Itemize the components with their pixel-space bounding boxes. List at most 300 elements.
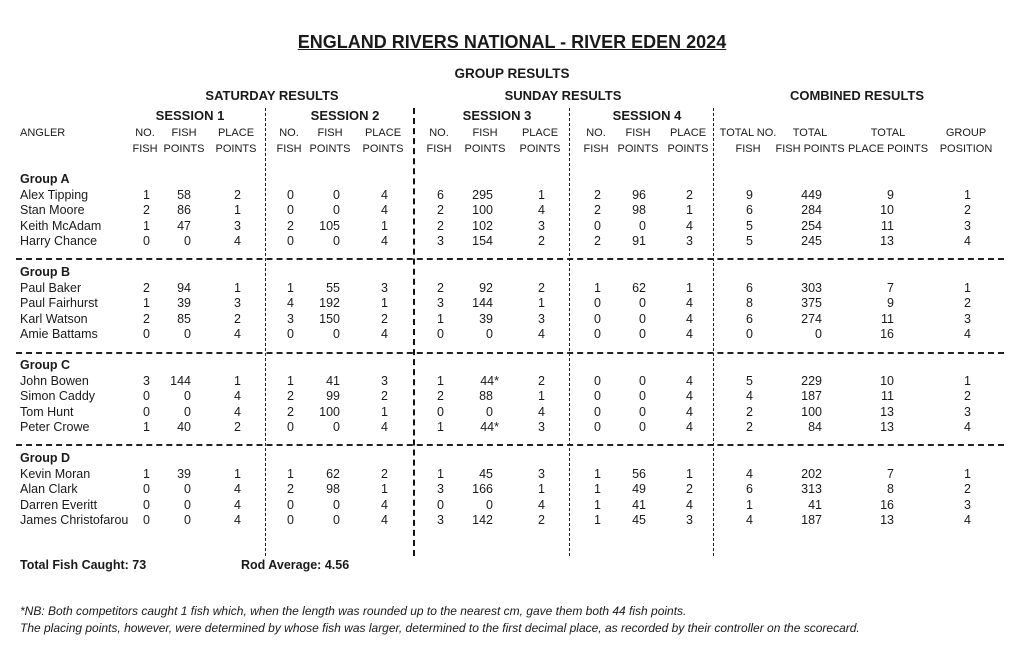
total-value-2: 16 [880, 497, 894, 512]
s3-value-2: 4 [538, 203, 545, 217]
angler-name: Alex Tipping [20, 187, 89, 202]
s1-value-2: 2 [234, 420, 241, 434]
s3-value-2: 4 [538, 404, 545, 419]
s3-value-1: 92 [479, 280, 493, 295]
header-line-1: TOTAL [792, 127, 828, 139]
s3-value-1: 0 [486, 497, 493, 512]
s2-value-0: 0 [287, 497, 294, 512]
s3-value-2: 1 [538, 482, 545, 496]
s2-value-1: 0 [333, 234, 340, 248]
session-1-fish-points-header [154, 125, 214, 157]
s3-value-0: 2 [437, 203, 444, 217]
total-value-2: 13 [880, 420, 894, 434]
total-value-1: 229 [801, 373, 822, 388]
s4-value-0: 0 [594, 327, 601, 341]
s3-value-2: 3 [538, 218, 545, 233]
group-a-b-divider [16, 258, 1004, 260]
s2-value-2: 1 [381, 296, 388, 310]
s4-value-1: 0 [639, 218, 646, 233]
s3-value-1: 102 [472, 218, 493, 233]
total-value-0: 4 [746, 466, 753, 481]
total-value-0: 0 [746, 327, 753, 341]
s3-value-0: 1 [437, 420, 444, 434]
s4-value-1: 0 [639, 296, 646, 310]
s1-value-1: 0 [184, 404, 191, 419]
total-value-0: 2 [746, 404, 753, 419]
header-line-2: POINTS [667, 143, 709, 155]
sunday-results-heading: SUNDAY RESULTS [504, 88, 622, 103]
s4-value-2: 4 [686, 389, 693, 403]
total-value-3: 1 [964, 373, 971, 388]
s2-value-1: 0 [333, 327, 340, 341]
s4-value-1: 0 [639, 327, 646, 341]
total-value-2: 11 [881, 218, 894, 233]
s4-value-2: 4 [686, 327, 693, 341]
s2-value-2: 2 [381, 311, 388, 326]
total-value-1: 284 [801, 203, 822, 217]
total-value-1: 313 [801, 482, 822, 496]
s2-value-0: 0 [287, 234, 294, 248]
total-value-2: 16 [880, 327, 894, 341]
s1-value-1: 58 [177, 187, 191, 202]
s1-value-1: 0 [184, 234, 191, 248]
angler-name: Paul Baker [20, 280, 82, 295]
s1-value-1: 144 [170, 373, 191, 388]
s1-value-0: 1 [143, 218, 150, 233]
s1-value-2: 4 [234, 389, 241, 403]
s2-value-1: 105 [319, 218, 340, 233]
s3-value-0: 1 [437, 373, 444, 388]
s4-value-1: 98 [632, 203, 646, 217]
header-line-1: NO. [279, 127, 299, 139]
sunday-combined-divider [713, 108, 714, 556]
header-line-1: PLACE [521, 127, 559, 139]
total-value-3: 3 [964, 311, 971, 326]
angler-column-header: ANGLER [20, 127, 66, 139]
s2-value-1: 62 [326, 466, 340, 481]
s3-value-1: 0 [486, 404, 493, 419]
s4-value-1: 0 [639, 373, 646, 388]
s2-value-1: 98 [326, 482, 340, 496]
s1-value-1: 86 [177, 203, 191, 217]
angler-name: Stan Moore [20, 203, 85, 217]
s2-value-2: 1 [381, 218, 388, 233]
s4-value-0: 0 [594, 389, 601, 403]
s2-value-1: 0 [333, 513, 340, 527]
s1-value-0: 0 [143, 404, 150, 419]
s3-value-2: 3 [538, 311, 545, 326]
session-2-place-points-header [353, 125, 413, 157]
header-line-2: FISH POINTS [775, 143, 845, 155]
s2-value-1: 0 [333, 420, 340, 434]
total-value-3: 3 [964, 218, 971, 233]
group-c-d-divider [16, 444, 1004, 446]
total-fish-points-header [765, 125, 855, 157]
s1-value-0: 1 [143, 187, 150, 202]
s2-value-1: 150 [319, 311, 340, 326]
s3-value-1: 295 [472, 187, 493, 202]
total-value-3: 1 [964, 466, 971, 481]
total-place-points-header [843, 125, 933, 157]
total-value-0: 9 [746, 187, 753, 202]
s4-value-1: 0 [639, 420, 646, 434]
session-1-place-points-header [206, 125, 266, 157]
footnote-line-2: The placing points, however, were determined by whose fish was larger, determined to the first decimal place, as recorded by their controller on the scorecard. [20, 621, 860, 635]
s4-value-0: 0 [594, 373, 601, 388]
s4-value-1: 91 [632, 234, 646, 248]
s3-value-2: 1 [538, 187, 545, 202]
s1-value-2: 4 [234, 482, 241, 496]
s2-value-1: 41 [326, 373, 340, 388]
s1-value-0: 2 [143, 311, 150, 326]
total-value-3: 2 [964, 203, 971, 217]
s2-value-2: 1 [381, 482, 388, 496]
total-value-0: 2 [746, 420, 753, 434]
s3-value-0: 1 [437, 466, 444, 481]
s1-value-1: 85 [177, 311, 191, 326]
s2-value-0: 1 [287, 373, 294, 388]
footnote-line-1: *NB: Both competitors caught 1 fish which, when the length was rounded up to the nearest cm, gave them both 44 fish points. [20, 604, 687, 618]
total-value-2: 9 [887, 296, 894, 310]
header-line-1: PLACE [217, 127, 255, 139]
session-3-place-points-header [510, 125, 570, 157]
s3-value-1: 88 [479, 389, 493, 403]
s4-value-1: 56 [632, 466, 646, 481]
s2-value-1: 100 [319, 404, 340, 419]
s1-value-0: 0 [143, 497, 150, 512]
s3-value-2: 1 [538, 296, 545, 310]
s1-value-1: 0 [184, 389, 191, 403]
group-results-heading: GROUP RESULTS [454, 66, 570, 81]
header-line-1: NO. [429, 127, 449, 139]
s1-value-2: 4 [234, 234, 241, 248]
angler-name: John Bowen [20, 373, 89, 388]
s3-value-0: 2 [437, 389, 444, 403]
s1-value-0: 0 [143, 327, 150, 341]
header-line-2: POINTS [309, 143, 351, 155]
s3-value-1: 44* [480, 420, 499, 434]
total-value-1: 0 [815, 327, 822, 341]
total-value-0: 1 [746, 497, 753, 512]
angler-name: Darren Everitt [20, 497, 98, 512]
s4-value-1: 0 [639, 311, 646, 326]
total-value-2: 10 [880, 373, 894, 388]
total-value-1: 254 [801, 218, 822, 233]
s4-value-0: 0 [594, 311, 601, 326]
total-value-0: 5 [746, 373, 753, 388]
s3-value-2: 3 [538, 420, 545, 434]
s4-value-2: 2 [686, 187, 693, 202]
s1-value-1: 40 [177, 420, 191, 434]
angler-name: Keith McAdam [20, 218, 102, 233]
s4-value-2: 4 [686, 404, 693, 419]
s1-value-1: 0 [184, 327, 191, 341]
header-line-2: POINTS [519, 143, 561, 155]
header-line-1: GROUP [945, 127, 987, 139]
s3-value-2: 1 [538, 389, 545, 403]
total-value-3: 1 [964, 280, 971, 295]
s2-value-0: 1 [287, 466, 294, 481]
total-value-1: 245 [801, 234, 822, 248]
s3-value-1: 144 [472, 296, 493, 310]
s2-value-0: 0 [287, 420, 294, 434]
session-3-fish-points-header [455, 125, 515, 157]
page-title: ENGLAND RIVERS NATIONAL - RIVER EDEN 2024 [297, 32, 727, 52]
header-line-1: FISH [625, 127, 651, 139]
total-value-0: 6 [746, 311, 753, 326]
s2-value-2: 2 [381, 466, 388, 481]
total-value-0: 6 [746, 482, 753, 496]
group-heading: Group A [20, 172, 70, 186]
s3-value-2: 4 [538, 497, 545, 512]
s3-value-0: 6 [437, 187, 444, 202]
angler-name: Karl Watson [20, 311, 88, 326]
s1-value-2: 4 [234, 497, 241, 512]
s1-value-2: 2 [234, 187, 241, 202]
s2-value-0: 0 [287, 187, 294, 202]
s1-value-1: 94 [177, 280, 191, 295]
total-value-3: 2 [964, 296, 971, 310]
s2-value-2: 4 [381, 513, 388, 527]
group-b-c-divider [16, 352, 1004, 354]
header-line-1: TOTAL NO. [719, 127, 777, 139]
s4-value-1: 0 [639, 389, 646, 403]
s1-value-0: 0 [143, 513, 150, 527]
s4-value-2: 3 [686, 234, 693, 248]
s4-value-2: 4 [686, 373, 693, 388]
session-1-2-divider [265, 108, 266, 556]
s4-value-0: 1 [594, 513, 601, 527]
s1-value-0: 1 [143, 420, 150, 434]
session-3-heading: SESSION 3 [462, 108, 532, 123]
s2-value-1: 0 [333, 187, 340, 202]
total-value-0: 4 [746, 513, 753, 527]
s3-value-0: 2 [437, 280, 444, 295]
s4-value-2: 1 [686, 280, 693, 295]
total-value-1: 100 [801, 404, 822, 419]
s3-value-1: 100 [472, 203, 493, 217]
total-value-2: 7 [887, 466, 894, 481]
s2-value-0: 2 [287, 482, 294, 496]
header-line-2: POINTS [362, 143, 404, 155]
s2-value-2: 4 [381, 497, 388, 512]
s1-value-2: 1 [234, 280, 241, 295]
s4-value-2: 4 [686, 497, 693, 512]
s3-value-2: 3 [538, 466, 545, 481]
s1-value-2: 1 [234, 203, 241, 217]
s1-value-1: 39 [177, 466, 191, 481]
angler-name: Simon Caddy [20, 389, 96, 403]
s2-value-2: 4 [381, 203, 388, 217]
header-line-2: FISH [735, 143, 761, 155]
s1-value-1: 0 [184, 482, 191, 496]
s3-value-1: 45 [479, 466, 493, 481]
header-line-1: FISH [171, 127, 197, 139]
s1-value-0: 2 [143, 280, 150, 295]
total-value-2: 11 [881, 311, 894, 326]
total-value-3: 4 [964, 327, 971, 341]
s1-value-1: 39 [177, 296, 191, 310]
s4-value-2: 4 [686, 311, 693, 326]
header-line-1: FISH [472, 127, 498, 139]
s4-value-1: 45 [632, 513, 646, 527]
s1-value-1: 47 [177, 218, 191, 233]
s2-value-2: 3 [381, 280, 388, 295]
s1-value-0: 0 [143, 234, 150, 248]
total-value-1: 303 [801, 280, 822, 295]
angler-name: Paul Fairhurst [20, 296, 98, 310]
header-line-1: NO. [135, 127, 155, 139]
total-value-3: 4 [964, 234, 971, 248]
s4-value-0: 1 [594, 482, 601, 496]
header-line-2: FISH [583, 143, 609, 155]
total-value-1: 187 [801, 513, 822, 527]
header-line-2: FISH [276, 143, 302, 155]
s4-value-2: 4 [686, 420, 693, 434]
s4-value-0: 0 [594, 404, 601, 419]
s2-value-2: 2 [381, 389, 388, 403]
header-line-2: POINTS [163, 143, 205, 155]
total-value-1: 41 [808, 497, 822, 512]
header-line-2: POINTS [215, 143, 257, 155]
total-value-3: 4 [964, 420, 971, 434]
s3-value-0: 0 [437, 497, 444, 512]
header-line-2: POSITION [939, 143, 993, 155]
s3-value-0: 1 [437, 311, 444, 326]
s2-value-0: 0 [287, 513, 294, 527]
s4-value-1: 96 [632, 187, 646, 202]
saturday-sunday-divider [413, 108, 415, 556]
s2-value-2: 1 [381, 404, 388, 419]
s1-value-2: 4 [234, 513, 241, 527]
total-value-3: 2 [964, 482, 971, 496]
group-heading: Group B [20, 265, 70, 279]
combined-results-heading: COMBINED RESULTS [789, 88, 925, 103]
s2-value-1: 55 [326, 280, 340, 295]
total-value-2: 11 [881, 389, 894, 403]
total-value-2: 13 [880, 404, 894, 419]
s3-value-2: 4 [538, 327, 545, 341]
s3-value-1: 142 [472, 513, 493, 527]
s4-value-0: 0 [594, 218, 601, 233]
s4-value-0: 1 [594, 466, 601, 481]
s4-value-0: 1 [594, 497, 601, 512]
angler-name: Amie Battams [20, 327, 98, 341]
s3-value-2: 2 [538, 373, 545, 388]
total-value-2: 13 [880, 513, 894, 527]
total-value-1: 274 [801, 311, 822, 326]
s2-value-0: 2 [287, 389, 294, 403]
angler-name: James Christofarou [20, 513, 129, 527]
s2-value-1: 0 [333, 497, 340, 512]
s3-value-1: 39 [479, 311, 493, 326]
total-value-2: 13 [880, 234, 894, 248]
s1-value-0: 1 [143, 466, 150, 481]
total-value-3: 4 [964, 513, 971, 527]
s3-value-0: 0 [437, 404, 444, 419]
s4-value-1: 0 [639, 404, 646, 419]
total-value-0: 6 [746, 203, 753, 217]
s4-value-0: 2 [594, 234, 601, 248]
s1-value-0: 0 [143, 389, 150, 403]
s3-value-2: 2 [538, 234, 545, 248]
total-value-0: 6 [746, 280, 753, 295]
s4-value-1: 49 [632, 482, 646, 496]
header-line-2: FISH [426, 143, 452, 155]
s1-value-2: 1 [234, 373, 241, 388]
s4-value-0: 0 [594, 420, 601, 434]
total-value-2: 8 [887, 482, 894, 496]
s4-value-2: 4 [686, 218, 693, 233]
s3-value-2: 2 [538, 280, 545, 295]
session-2-heading: SESSION 2 [310, 108, 380, 123]
session-2-fish-points-header [300, 125, 360, 157]
s2-value-0: 1 [287, 280, 294, 295]
saturday-results-heading: SATURDAY RESULTS [205, 88, 339, 103]
session-4-heading: SESSION 4 [612, 108, 682, 123]
s2-value-2: 4 [381, 234, 388, 248]
total-value-1: 202 [801, 466, 822, 481]
group-heading: Group D [20, 451, 70, 465]
angler-name: Harry Chance [20, 234, 98, 248]
total-value-3: 3 [964, 497, 971, 512]
total-value-3: 3 [964, 404, 971, 419]
s4-value-0: 1 [594, 280, 601, 295]
total-value-3: 2 [964, 389, 971, 403]
total-value-2: 9 [887, 187, 894, 202]
s1-value-2: 4 [234, 404, 241, 419]
s2-value-2: 3 [381, 373, 388, 388]
total-value-0: 4 [746, 389, 753, 403]
total-value-0: 8 [746, 296, 753, 310]
total-value-2: 7 [887, 280, 894, 295]
s3-value-1: 44* [480, 373, 499, 388]
total-value-2: 10 [880, 203, 894, 217]
angler-name: Peter Crowe [20, 420, 90, 434]
s2-value-0: 3 [287, 311, 294, 326]
s4-value-2: 2 [686, 482, 693, 496]
s2-value-0: 2 [287, 404, 294, 419]
s2-value-0: 0 [287, 327, 294, 341]
s1-value-0: 2 [143, 203, 150, 217]
s4-value-2: 3 [686, 513, 693, 527]
s1-value-2: 3 [234, 296, 241, 310]
header-line-2: FISH [132, 143, 158, 155]
s3-value-0: 3 [437, 513, 444, 527]
header-line-2: POINTS [617, 143, 659, 155]
s3-value-2: 2 [538, 513, 545, 527]
s1-value-0: 1 [143, 296, 150, 310]
s3-value-0: 0 [437, 327, 444, 341]
s2-value-0: 0 [287, 203, 294, 217]
s2-value-1: 0 [333, 203, 340, 217]
s3-value-0: 3 [437, 482, 444, 496]
s3-value-0: 3 [437, 234, 444, 248]
s1-value-1: 0 [184, 497, 191, 512]
s4-value-0: 0 [594, 296, 601, 310]
session-3-4-divider [569, 108, 570, 556]
s3-value-1: 154 [472, 234, 493, 248]
s2-value-2: 4 [381, 187, 388, 202]
s2-value-1: 99 [326, 389, 340, 403]
group-position-header [921, 125, 1011, 157]
total-value-1: 375 [801, 296, 822, 310]
angler-name: Tom Hunt [20, 404, 74, 419]
total-value-1: 187 [801, 389, 822, 403]
s4-value-2: 4 [686, 296, 693, 310]
s3-value-0: 3 [437, 296, 444, 310]
s3-value-0: 2 [437, 218, 444, 233]
